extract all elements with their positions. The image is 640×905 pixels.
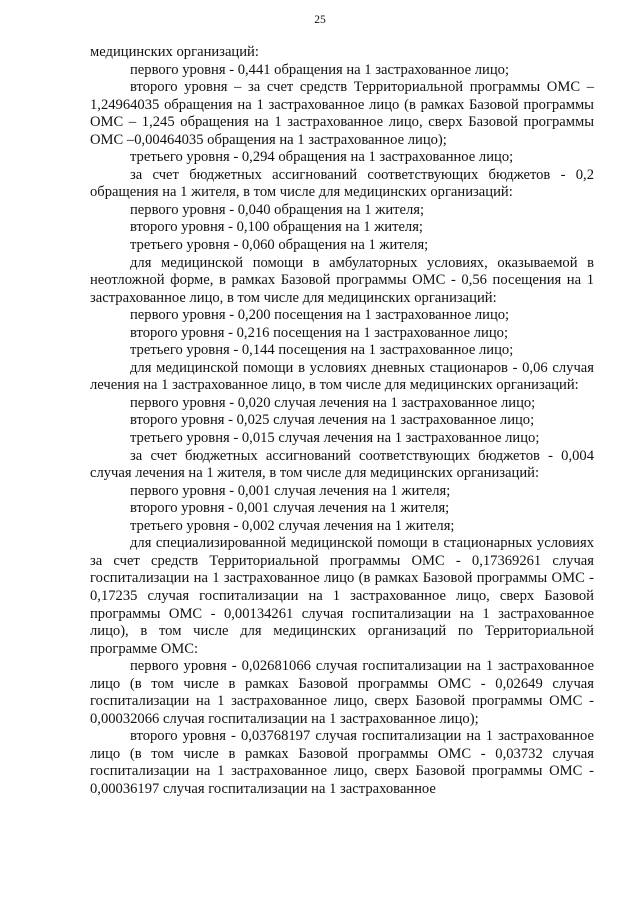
paragraph: третьего уровня - 0,060 обращения на 1 жителя; [130,237,429,254]
paragraph: для специализированной медицинской помощи в стационарных условиях за счет средств Территориальной программы ОМС - 0,17369261 случая госпитализации на 1 застрахованное лицо (в рамках Базовой программы ОМС - 0,17235 случая госпитализации на 1 застрахованное лицо, сверх Базовой программы ОМС - 0,00134261 случая госпитализации на 1 застрахованное лицо), в том числе для медицинских организаций по Территориальной программе ОМС: [90,535,594,657]
paragraph: первого уровня - 0,020 случая лечения на 1 застрахованное лицо; [130,394,536,411]
paragraph: третьего уровня - 0,144 посещения на 1 застрахованное лицо; [130,342,514,359]
paragraph: второго уровня - 0,001 случая лечения на 1 жителя; [130,500,450,517]
paragraph: третьего уровня - 0,294 обращения на 1 застрахованное лицо; [130,149,514,166]
paragraph: для медицинской помощи в амбулаторных условиях, оказываемой в неотложной форме, в рамках Базовой программы ОМС - 0,56 посещения на 1 застрахованное лицо, в том числе для медицинских организаций: [90,254,594,306]
paragraph: второго уровня – за счет средств Территориальной программы ОМС – 1,24964035 обращения на 1 застрахованное лицо (в рамках Базовой программы ОМС – 1,245 обращения на 1 застрахованное лицо, сверх Базовой программы ОМС –0,00464035 обращения на 1 застрахованное лицо); [90,79,594,148]
paragraph: медицинских организаций: [90,44,259,60]
paragraph: первого уровня - 0,441 обращения на 1 застрахованное лицо; [130,61,509,78]
paragraph: за счет бюджетных ассигнований соответствующих бюджетов - 0,2 обращения на 1 жителя, в том числе для медицинских организаций: [90,166,594,201]
paragraph: первого уровня - 0,040 обращения на 1 жителя; [130,201,425,218]
paragraph: второго уровня - 0,025 случая лечения на 1 застрахованное лицо; [130,412,535,429]
document-body [90,44,594,799]
paragraph: второго уровня - 0,100 обращения на 1 жителя; [130,219,423,236]
paragraph: первого уровня - 0,02681066 случая госпитализации на 1 застрахованное лицо (в том числе в рамках Базовой программы ОМС - 0,02649 случая госпитализации на 1 застрахованное лицо, сверх Базовой программы ОМС - 0,00032066 случая госпитализации на 1 застрахованное лицо); [90,658,594,727]
paragraph: для медицинской помощи в условиях дневных стационаров - 0,06 случая лечения на 1 застрахованное лицо, в том числе для медицинских организаций: [90,359,594,394]
paragraph: второго уровня - 0,216 посещения на 1 застрахованное лицо; [130,324,509,341]
paragraph: третьего уровня - 0,015 случая лечения на 1 застрахованное лицо; [130,430,540,447]
paragraph: второго уровня - 0,03768197 случая госпитализации на 1 застрахованное лицо (в том числе в рамках Базовой программы ОМС - 0,03732 случая госпитализации на 1 застрахованное лицо, сверх Базовой программы ОМС - 0,00036197 случая госпитализации на 1 застрахованное [90,728,594,797]
paragraph: первого уровня - 0,200 посещения на 1 застрахованное лицо; [130,307,510,324]
paragraph: третьего уровня - 0,002 случая лечения на 1 жителя; [130,517,455,534]
paragraph: за счет бюджетных ассигнований соответствующих бюджетов - 0,004 случая лечения на 1 жителя, в том числе для медицинских организаций: [90,447,594,482]
page-number: 25 [314,14,326,26]
paragraph: первого уровня - 0,001 случая лечения на 1 жителя; [130,482,451,499]
